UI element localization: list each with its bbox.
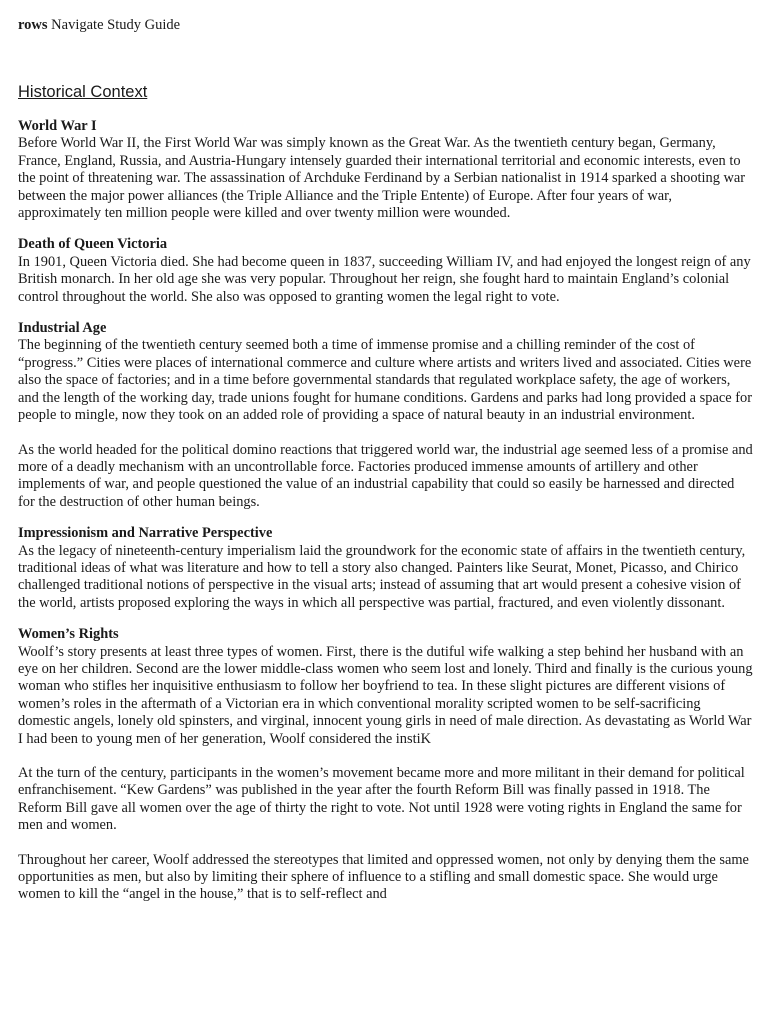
section-impressionism [18,525,753,612]
paragraph: The beginning of the twentieth century seemed both a time of immense promise and a chilling reminder of the cost of “progress.” Cities were places of international commerce and culture where artists and writers lived and associated. Cities were also the space of factories; and in a time before governmental standards that regulated workplace safety, the age of workers, and the length of the working day, trade unions fought for humane conditions. Gardens and parks had long provided a space for people to mingle, now they took on an added role of providing a space of natural beauty in an industrial environment. [18,337,752,424]
paragraph: As the legacy of nineteenth-century imperialism laid the groundwork for the economic state of affairs in the twentieth century, traditional ideas of what was literature and how to tell a story also changed. Painters like Seurat, Monet, Picasso, and Chirico challenged traditional notions of perspective in the visual arts; instead of assuming that art would present a cohesive vision of the world, artists proposed exploring the ways in which all perspective was partial, fractured, and even violently dissonant. [18,542,746,611]
paragraph: Before World War II, the First World War was simply known as the Great War. As the twentieth century began, Germany, France, England, Russia, and Austria-Hungary intensely guarded their international territorial and economic interests, even to the point of threatening war. The assassination of Archduke Ferdinand by a Serbian nationalist in 1914 sparked a shooting war between the major power alliances (the Triple Alliance and the Triple Entente) of Europe. After four years of war, approximately ten million people were killed and over twenty million were wounded. [18,135,746,222]
section-heading: Death of Queen Victoria [18,236,168,253]
paragraph: As the world headed for the political domino reactions that triggered world war, the industrial age seemed less of a promise and more of a deadly mechanism with an uncontrollable force. Factories produced immense amounts of artillery and other implements of war, and people questioned the value of an industrial capability that could so easily be harnessed and directed for the destruction of other human beings. [18,441,753,510]
paragraph: At the turn of the century, participants in the women’s movement became more and more militant in their demand for political enfranchisement. “Kew Gardens” was published in the year after the fourth Reform Bill was finally passed in 1918. The Reform Bill gave all women over the age of thirty the right to vote. Not until 1928 were voting rights in England the same for men and women. [18,765,745,834]
paragraph: Throughout her career, Woolf addressed the stereotypes that limited and oppressed women, not only by denying them the same opportunities as men, but also by limiting their sphere of influence to a stifling and small domestic space. She would urge women to kill the “angel in the house,” that is to self-reflect and [18,851,749,903]
page-title: Historical Context [18,83,148,101]
section-heading: Women’s Rights [18,626,119,643]
section-industrial-age [18,320,753,511]
section-death-of-queen-victoria [18,236,753,306]
running-header [18,16,180,34]
section-heading: World War I [18,118,97,134]
paragraph: Woolf’s story presents at least three types of women. First, there is the dutiful wife walking a step behind her husband with an eye on her children. Second are the lower middle-class women who seem lost and lonely. Third and finally is the curious young woman who stifles her inquisitive enthusiasm to follow her boyfriend to tea. In these slight pictures are different visions of women’s roles in the aftermath of a Victorian era in which conventional morality scripted women to be self-sacrificing domestic angels, lonely old spinsters, and virginal, innocent young girls in need of male direction. As devastating as World War I had been to young men of her generation, Woolf considered the instiK [18,643,753,747]
section-womens-rights [18,626,753,904]
section-heading: Impressionism and Narrative Perspective [18,525,273,542]
header-text: Navigate Study Guide [47,17,181,33]
document-body [18,118,753,918]
section-heading: Industrial Age [18,320,107,337]
header-bold-text: rows [18,17,48,33]
paragraph: In 1901, Queen Victoria died. She had become queen in 1837, succeeding William IV, and had enjoyed the longest reign of any British monarch. In her old age she was very popular. Throughout her reign, she fought hard to maintain England’s colonial control throughout the world. She also was opposed to granting women the legal right to vote. [18,253,751,305]
section-world-war-i [18,118,753,222]
